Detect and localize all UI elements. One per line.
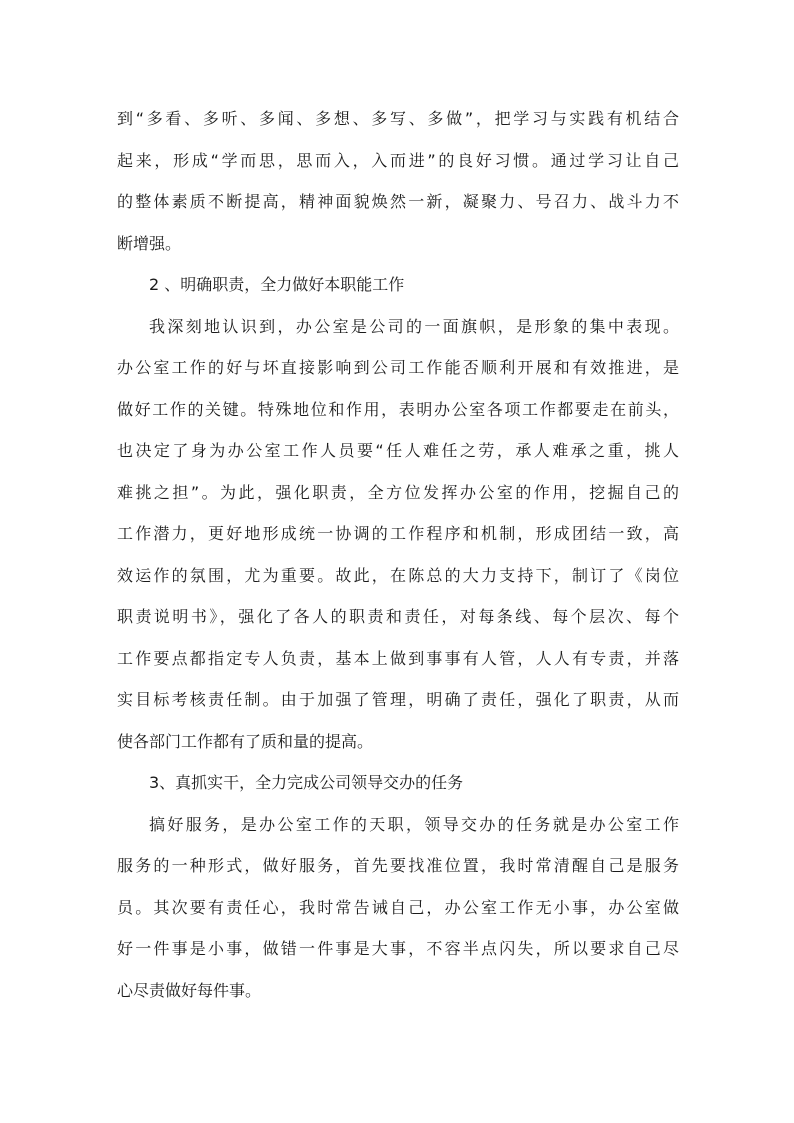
text-line: 也决定了身为办公室工作人员要“任人难任之劳，承人难承之重，挑人 — [117, 441, 679, 460]
text-line: 做好工作的关键。特殊地位和作用，表明办公室各项工作都要走在前头， — [117, 399, 679, 419]
paragraph-first-line: 搞好服务，是办公室工作的天职，领导交办的任务就是办公室工作 — [149, 814, 679, 834]
paragraph-end-line: 使各部门工作都有了质和量的提高。 — [117, 731, 374, 751]
text-line: 办公室工作的好与坏直接影响到公司工作能否顺利开展和有效推进，是 — [117, 358, 679, 377]
text-line: 员。其次要有责任心，我时常告诫自己，办公室工作无小事，办公室做 — [117, 897, 679, 917]
text-line: 服务的一种形式，做好服务，首先要找准位置，我时常清醒自己是服务 — [117, 856, 679, 875]
paragraph-end-line: 断增强。 — [117, 233, 182, 253]
paragraph-first-line: 我深刻地认识到，办公室是公司的一面旗帜，是形象的集中表现。 — [149, 316, 679, 336]
section-heading-3: 3、真抓实干，全力完成公司领导交办的任务 — [149, 773, 464, 792]
text-line: 好一件事是小事，做错一件事是大事，不容半点闪失，所以要求自己尽 — [117, 939, 679, 958]
text-line: 实目标考核责任制。由于加强了管理，明确了责任，强化了职责，从而 — [117, 690, 679, 709]
text-line: 起来，形成“学而思，思而入，入而进”的良好习惯。通过学习让自己 — [117, 150, 679, 170]
text-line: 的整体素质不断提高，精神面貌焕然一新，凝聚力、号召力、战斗力不 — [117, 192, 679, 211]
text-line: 工作潜力，更好地形成统一协调的工作程序和机制，形成团结一致，高 — [117, 524, 679, 543]
paragraph-end-line: 心尽责做好每件事。 — [117, 980, 262, 1000]
document-body — [117, 98, 679, 1011]
text-line: 工作要点都指定专人负责，基本上做到事事有人管，人人有专责，并落 — [117, 648, 679, 668]
text-line: 职责说明书》，强化了各人的职责和责任，对每条线、每个层次、每个 — [117, 607, 679, 626]
section-heading-2: 2 、明确职责，全力做好本职能工作 — [149, 275, 405, 294]
text-line: 到“多看、多听、多闻、多想、多写、多做”，把学习与实践有机结合 — [117, 109, 679, 128]
text-line: 难挑之担”。为此，强化职责，全方位发挥办公室的作用，挖掘自己的 — [117, 482, 679, 502]
text-line: 效运作的氛围，尤为重要。故此，在陈总的大力支持下，制订了《岗位 — [117, 565, 679, 585]
